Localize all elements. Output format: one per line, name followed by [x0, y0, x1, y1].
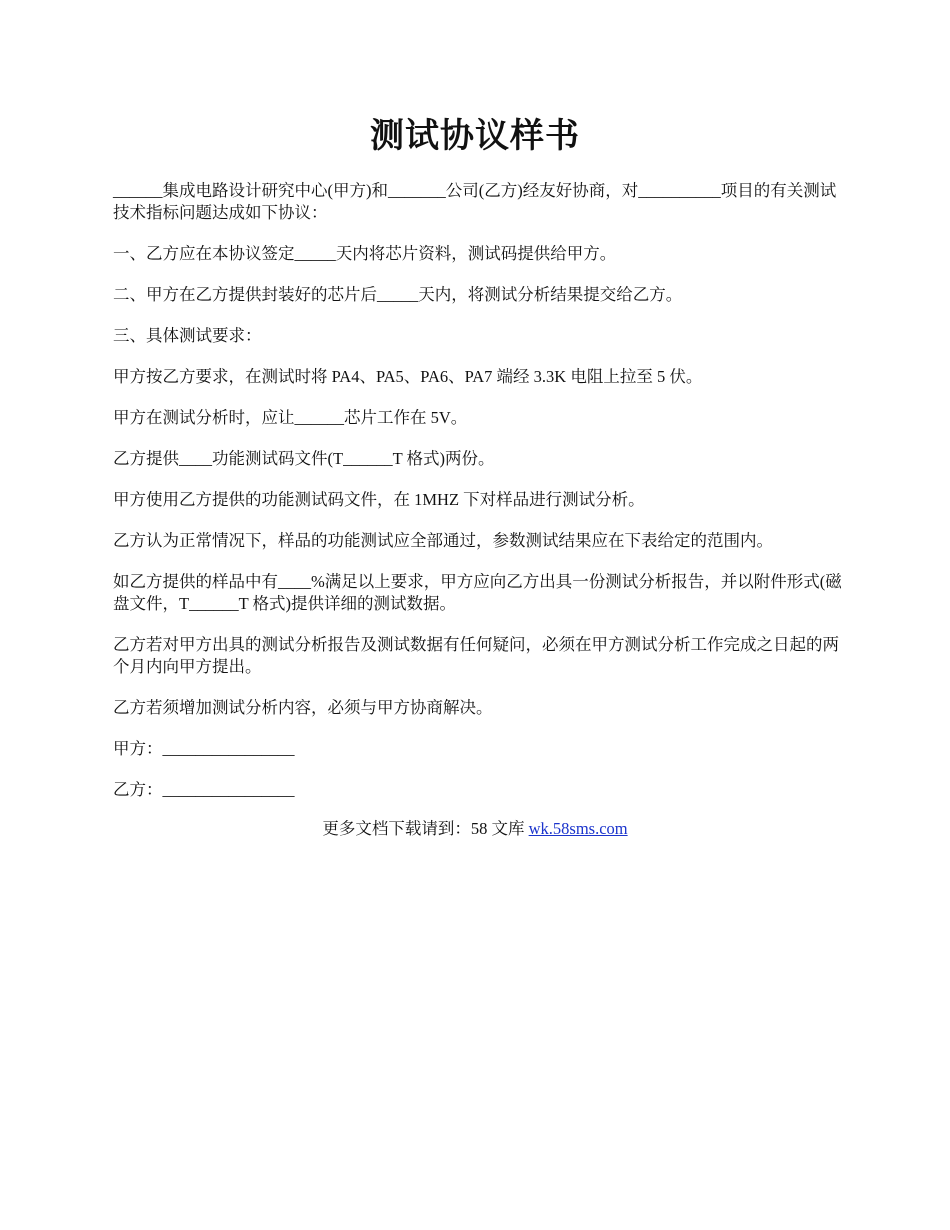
footer-text: 更多文档下载请到：58 文库 — [322, 819, 529, 838]
party-b-signature: 乙方：________________ — [113, 780, 295, 799]
intro-paragraph: ______集成电路设计研究中心(甲方)和_______公司(乙方)经友好协商，对__________项目的有关测试技术指标问题达成如下协议： — [113, 181, 837, 222]
requirement-3: 乙方提供____功能测试码文件(T______T 格式)两份。 — [113, 449, 495, 468]
document-body — [113, 180, 843, 820]
requirement-5: 乙方认为正常情况下，样品的功能测试应全部通过，参数测试结果应在下表给定的范围内。 — [113, 531, 773, 550]
requirement-4: 甲方使用乙方提供的功能测试码文件，在 1MHZ 下对样品进行测试分析。 — [113, 490, 645, 509]
document-title: 测试协议样书 — [370, 116, 580, 156]
requirement-1: 甲方按乙方要求，在测试时将 PA4、PA5、PA6、PA7 端经 3.3K 电阻上拉至 5 伏。 — [113, 367, 703, 386]
requirement-2: 甲方在测试分析时，应让______芯片工作在 5V。 — [113, 408, 468, 427]
requirement-6: 如乙方提供的样品中有____%满足以上要求，甲方应向乙方出具一份测试分析报告，并以附件形式(磁盘文件，T______T 格式)提供详细的测试数据。 — [113, 572, 842, 613]
download-footer — [0, 818, 950, 840]
clause-1: 一、乙方应在本协议签定_____天内将芯片资料，测试码提供给甲方。 — [113, 244, 617, 263]
requirement-8: 乙方若须增加测试分析内容，必须与甲方协商解决。 — [113, 698, 493, 717]
footer-link[interactable]: wk.58sms.com — [528, 819, 628, 838]
requirement-7: 乙方若对甲方出具的测试分析报告及测试数据有任何疑问，必须在甲方测试分析工作完成之日起的两个月内向甲方提出。 — [113, 635, 839, 676]
clause-3-heading: 三、具体测试要求： — [113, 326, 262, 345]
clause-2: 二、甲方在乙方提供封装好的芯片后_____天内，将测试分析结果提交给乙方。 — [113, 285, 683, 304]
party-a-signature: 甲方：________________ — [113, 739, 295, 758]
